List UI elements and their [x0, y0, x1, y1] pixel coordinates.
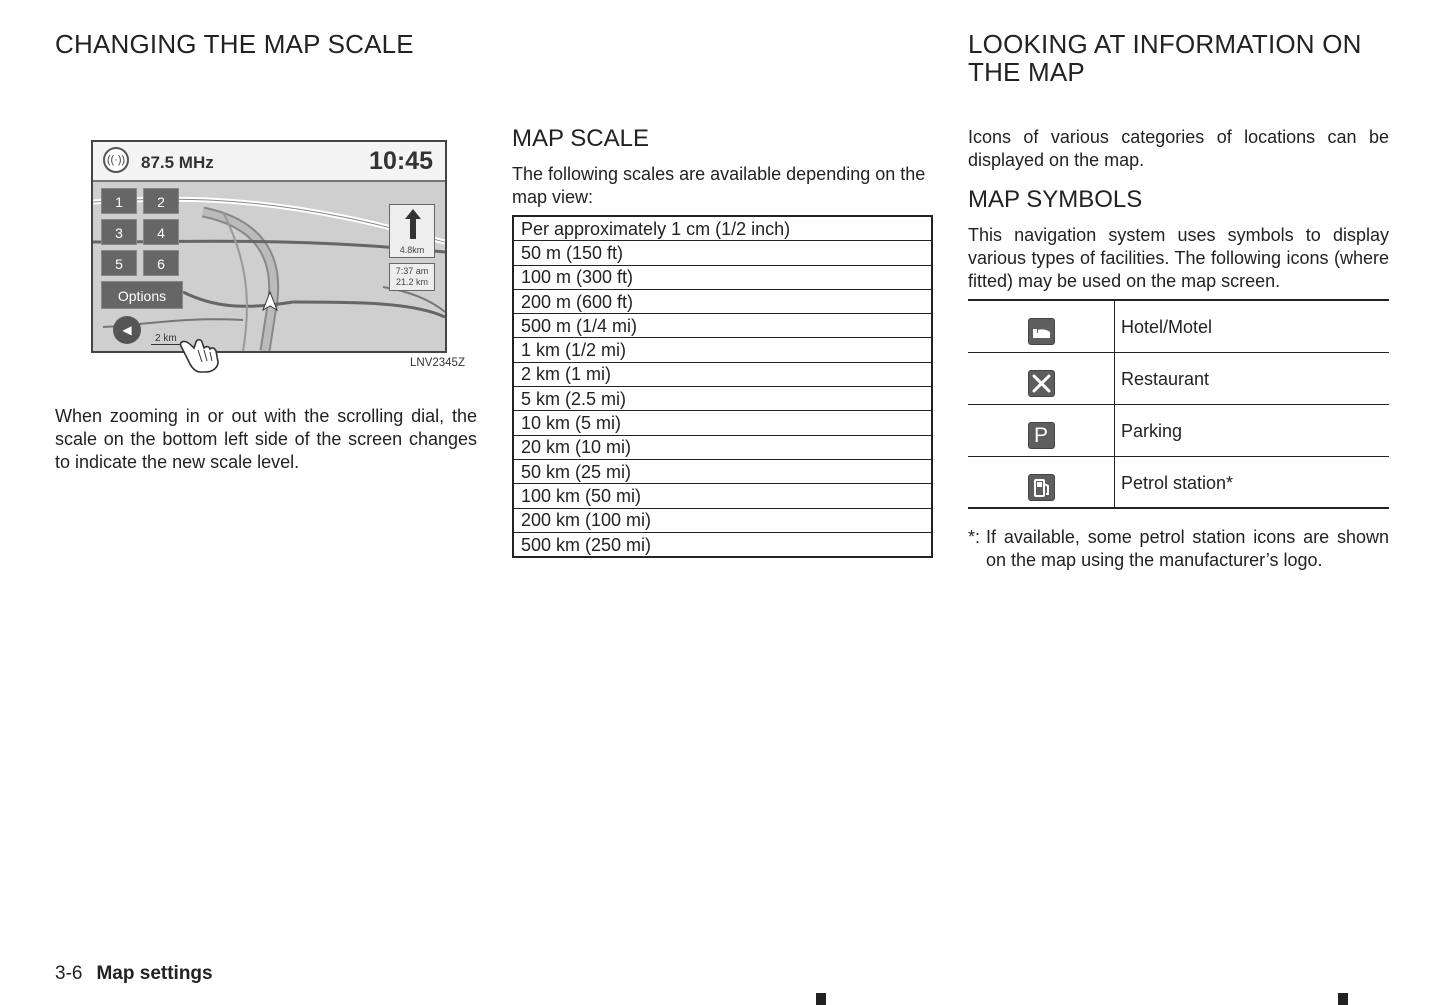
page-footer — [55, 963, 213, 985]
scale-cell: 50 km (25 mi) — [513, 459, 932, 483]
scale-cell: Per approximately 1 cm (1/2 inch) — [513, 216, 932, 241]
map-scale-table — [512, 215, 933, 558]
fuel-pump-icon — [1028, 474, 1055, 501]
table-row — [513, 459, 932, 483]
map-info-intro: Icons of various categories of locations can be displayed on the map. — [968, 127, 1389, 170]
preset-button-3[interactable]: 3 — [101, 219, 137, 245]
table-row — [968, 456, 1389, 508]
table-row — [968, 352, 1389, 404]
table-row — [513, 265, 932, 289]
zoom-description: When zooming in or out with the scrolling dial, the scale on the bottom left side of the screen changes to indicate the new scale level. — [55, 406, 477, 472]
scale-cell: 1 km (1/2 mi) — [513, 338, 932, 362]
preset-button-5[interactable]: 5 — [101, 250, 137, 276]
table-row — [513, 484, 932, 508]
screen-status-bar — [93, 142, 445, 182]
table-row — [513, 314, 932, 338]
section-title: Map settings — [96, 963, 213, 984]
preset-button-4[interactable]: 4 — [143, 219, 179, 245]
scale-cell: 2 km (1 mi) — [513, 362, 932, 386]
map-symbols-heading: MAP SYMBOLS — [968, 186, 1143, 213]
footnote — [968, 526, 1389, 572]
options-button[interactable]: Options — [101, 281, 183, 309]
symbol-icon-cell — [968, 456, 1115, 508]
page-heading-map-scale: CHANGING THE MAP SCALE — [55, 29, 414, 59]
table-row — [513, 387, 932, 411]
table-row — [513, 508, 932, 532]
symbol-icon-cell — [968, 300, 1115, 352]
table-row — [513, 411, 932, 435]
crop-mark — [816, 993, 826, 1005]
screen-clock: 10:45 — [369, 147, 433, 175]
table-row — [513, 435, 932, 459]
scale-cell: 100 m (300 ft) — [513, 265, 932, 289]
radio-frequency: 87.5 MHz — [141, 153, 214, 172]
navigation-screen-illustration — [91, 140, 447, 353]
table-row — [513, 216, 932, 241]
footnote-text: If available, some petrol station icons are shown on the map using the manufacturer’s logo. — [986, 527, 1389, 570]
page-number: 3-6 — [55, 963, 83, 984]
symbol-label: Hotel/Motel — [1115, 300, 1390, 352]
next-turn-panel — [389, 204, 435, 258]
table-row — [513, 338, 932, 362]
scale-cell: 500 km (250 mi) — [513, 532, 932, 557]
map-info-heading: LOOKING AT INFORMATION ON THE MAP — [968, 29, 1362, 87]
bed-icon — [1028, 318, 1055, 345]
scale-cell: 200 m (600 ft) — [513, 289, 932, 313]
table-row — [513, 241, 932, 265]
map-symbols-description: This navigation system uses symbols to display various types of facilities. The following icons (where fitted) may be used on the map screen. — [968, 225, 1389, 291]
map-scale-heading: MAP SCALE — [512, 125, 649, 152]
scale-cell: 10 km (5 mi) — [513, 411, 932, 435]
symbol-icon-cell — [968, 404, 1115, 456]
scale-cell: 200 km (100 mi) — [513, 508, 932, 532]
radio-icon[interactable]: ((·)) — [103, 147, 129, 173]
symbol-label: Restaurant — [1115, 352, 1390, 404]
map-symbols-table — [968, 299, 1389, 509]
map-scale-intro: The following scales are available depending on the map view: — [512, 164, 926, 207]
crop-mark — [1338, 993, 1348, 1005]
scale-cell: 50 m (150 ft) — [513, 241, 932, 265]
symbol-label: Petrol station* — [1115, 456, 1390, 508]
figure-code: LNV2345Z — [410, 357, 465, 369]
preset-button-6[interactable]: 6 — [143, 250, 179, 276]
symbol-icon-cell — [968, 352, 1115, 404]
table-row — [513, 362, 932, 386]
table-row — [513, 532, 932, 557]
straight-arrow-icon — [404, 209, 422, 239]
cutlery-icon — [1028, 370, 1055, 397]
scale-cell: 100 km (50 mi) — [513, 484, 932, 508]
pointing-hand-icon — [178, 336, 222, 374]
eta-distance: 21.2 km — [395, 277, 428, 287]
compass-icon[interactable]: ◀ — [113, 316, 141, 344]
preset-button-2[interactable]: 2 — [143, 188, 179, 214]
scale-cell: 20 km (10 mi) — [513, 435, 932, 459]
map-scale-indicator[interactable]: 2 km — [151, 333, 181, 345]
symbol-label: Parking — [1115, 404, 1390, 456]
parking-icon: P — [1028, 422, 1055, 449]
preset-button-1[interactable]: 1 — [101, 188, 137, 214]
scale-cell: 500 m (1/4 mi) — [513, 314, 932, 338]
eta-panel — [389, 263, 435, 291]
table-row — [513, 289, 932, 313]
scale-cell: 5 km (2.5 mi) — [513, 387, 932, 411]
footnote-mark: *: — [968, 527, 981, 547]
table-row — [968, 404, 1389, 456]
next-turn-distance: 4.8km — [399, 245, 425, 255]
table-row — [968, 300, 1389, 352]
eta-time: 7:37 am — [395, 266, 429, 276]
